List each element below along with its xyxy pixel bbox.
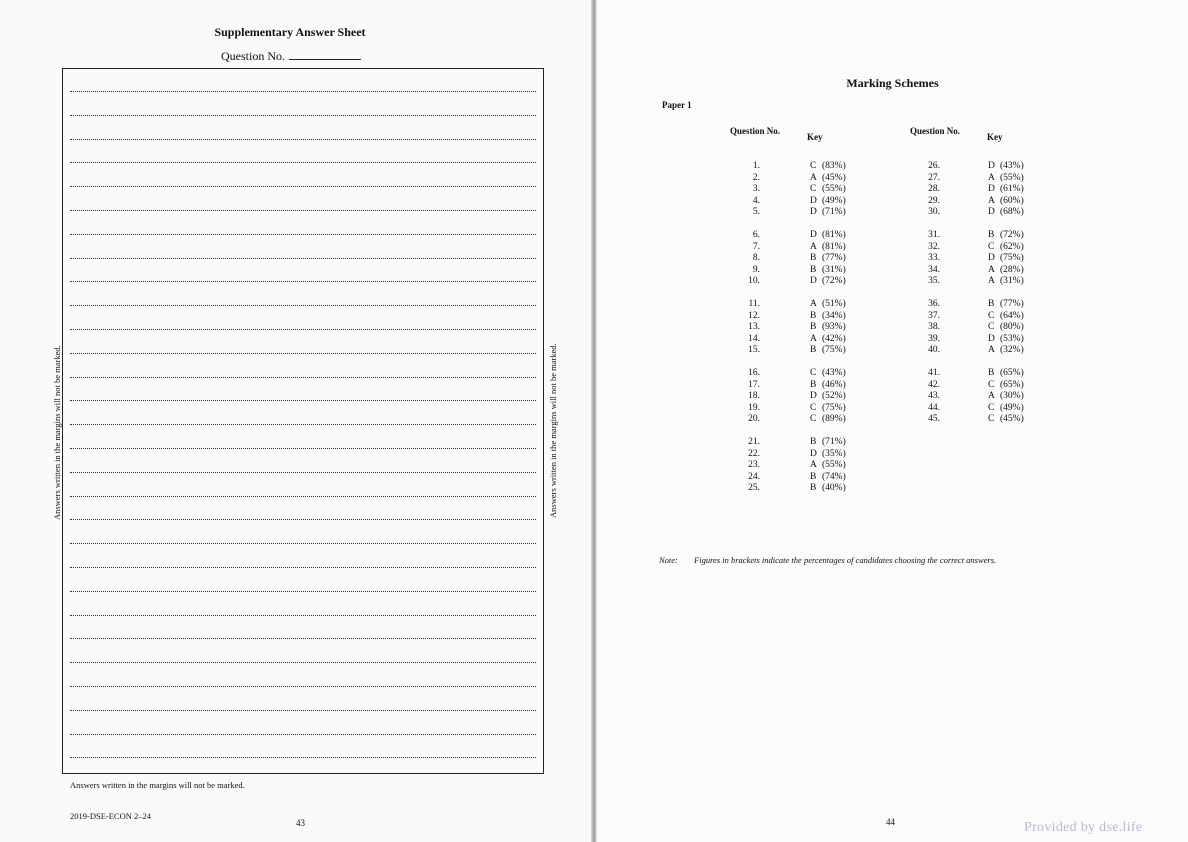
ruled-line [70, 472, 536, 473]
right-answer-key: D [988, 333, 995, 344]
left-question-number: 25. [748, 483, 760, 493]
right-question-number: 31. [928, 230, 940, 240]
left-answer-percentage: (93%) [822, 322, 846, 332]
left-answer-percentage: (46%) [822, 379, 846, 390]
right-answer-key: B [988, 368, 995, 378]
right-margin-warning: Answers written in the margins will not be marked. [548, 343, 558, 518]
right-answer-percentage: (65%) [1000, 368, 1024, 378]
left-answer-key: D [810, 448, 817, 459]
answer-box [62, 68, 544, 774]
right-answer-percentage: (72%) [1000, 230, 1024, 240]
left-question-number: 13. [748, 322, 760, 332]
left-question-number: 23. [748, 460, 760, 470]
left-question-number: 16. [748, 368, 760, 378]
left-answer-percentage: (49%) [822, 195, 846, 206]
right-question-number: 45. [928, 414, 940, 424]
right-answer-percentage: (45%) [1000, 414, 1024, 424]
note-text: Figures in brackets indicate the percentages of candidates choosing the correct answers. [694, 555, 997, 565]
left-question-number: 9. [752, 264, 760, 275]
left-answer-percentage: (74%) [822, 471, 846, 482]
question-number-label [221, 49, 361, 64]
left-answer-key: A [810, 172, 817, 183]
left-answer-key: B [810, 379, 817, 390]
right-question-number: 44. [928, 402, 940, 413]
right-answer-percentage: (75%) [1000, 253, 1024, 263]
page-number-left: 43 [296, 818, 305, 828]
left-answer-key: C [810, 402, 817, 413]
left-question-number: 6. [752, 230, 760, 240]
ruled-line [70, 162, 536, 163]
left-answer-key: B [810, 310, 817, 321]
right-answer-percentage: (28%) [1000, 264, 1024, 275]
page-number-right: 44 [886, 817, 895, 827]
right-answer-percentage: (60%) [1000, 195, 1024, 206]
right-answer-key: C [988, 414, 995, 424]
left-answer-percentage: (89%) [822, 414, 846, 424]
ruled-line [70, 329, 536, 330]
right-answer-percentage: (53%) [1000, 333, 1024, 344]
left-answer-key: D [810, 230, 817, 240]
left-answer-key: B [810, 483, 817, 493]
left-answer-percentage: (45%) [822, 172, 846, 183]
left-answer-key: B [810, 253, 817, 263]
left-answer-percentage: (40%) [822, 483, 846, 493]
left-answer-percentage: (81%) [822, 241, 846, 252]
ruled-line [70, 258, 536, 259]
right-answer-key: B [988, 299, 995, 309]
ruled-line [70, 305, 536, 306]
question-number-blank [289, 50, 361, 60]
right-answer-percentage: (77%) [1000, 299, 1024, 309]
left-question-number: 3. [752, 184, 760, 194]
right-answer-percentage: (55%) [1000, 172, 1024, 183]
left-question-number: 18. [748, 391, 760, 401]
left-answer-percentage: (34%) [822, 310, 846, 321]
left-question-number: 11. [748, 299, 760, 309]
right-answer-key: B [988, 230, 995, 240]
left-answer-percentage: (55%) [822, 460, 846, 470]
ruled-line [70, 139, 536, 140]
right-question-number: 39. [928, 333, 940, 344]
ruled-line [70, 496, 536, 497]
right-question-number: 29. [928, 195, 940, 206]
right-question-number: 35. [928, 276, 940, 286]
right-answer-key: C [988, 322, 995, 332]
right-question-number: 30. [928, 207, 940, 217]
ruled-line [70, 567, 536, 568]
left-question-number: 2. [752, 172, 760, 183]
left-answer-key: C [810, 368, 817, 378]
left-answer-key: B [810, 345, 817, 355]
left-answer-percentage: (52%) [822, 391, 846, 401]
right-answer-key: C [988, 310, 995, 321]
left-question-number: 4. [752, 195, 760, 206]
right-question-number: 41. [928, 368, 940, 378]
ruled-line [70, 543, 536, 544]
left-answer-key: B [810, 264, 817, 275]
right-answer-key: C [988, 402, 995, 413]
column-header-key-right: Key [987, 132, 1003, 142]
ruled-line [70, 400, 536, 401]
ruled-line [70, 757, 536, 758]
right-answer-key: D [988, 207, 995, 217]
right-question-number: 36. [928, 299, 940, 309]
right-answer-key: A [988, 264, 995, 275]
right-question-number: 26. [928, 161, 940, 171]
left-question-number: 19. [748, 402, 760, 413]
left-question-number: 15. [748, 345, 760, 355]
right-answer-percentage: (49%) [1000, 402, 1024, 413]
ruled-line [70, 591, 536, 592]
right-answer-percentage: (64%) [1000, 310, 1024, 321]
left-answer-key: C [810, 414, 817, 424]
left-answer-key: D [810, 207, 817, 217]
note-label: Note: [659, 555, 678, 565]
ruled-line [70, 519, 536, 520]
ruled-line [70, 662, 536, 663]
left-answer-percentage: (71%) [822, 207, 846, 217]
ruled-line [70, 615, 536, 616]
left-answer-percentage: (55%) [822, 184, 846, 194]
left-page-supplementary-sheet [0, 0, 593, 842]
left-answer-percentage: (81%) [822, 230, 846, 240]
footnote [659, 555, 996, 565]
right-question-number: 28. [928, 184, 940, 194]
right-answer-key: A [988, 391, 995, 401]
right-answer-key: C [988, 379, 995, 390]
ruled-line [70, 448, 536, 449]
left-question-number: 12. [748, 310, 760, 321]
left-answer-percentage: (75%) [822, 345, 846, 355]
right-answer-percentage: (61%) [1000, 184, 1024, 194]
left-question-number: 8. [752, 253, 760, 263]
right-answer-key: D [988, 184, 995, 194]
left-answer-key: B [810, 322, 817, 332]
right-answer-key: D [988, 161, 995, 171]
left-question-number: 7. [752, 241, 760, 252]
right-question-number: 32. [928, 241, 940, 252]
left-question-number: 20. [748, 414, 760, 424]
right-answer-percentage: (68%) [1000, 207, 1024, 217]
left-answer-key: B [810, 471, 817, 482]
left-answer-percentage: (51%) [822, 299, 846, 309]
left-answer-percentage: (43%) [822, 368, 846, 378]
footer-code: 2019-DSE-ECON 2–24 [70, 811, 151, 821]
left-answer-percentage: (77%) [822, 253, 846, 263]
right-question-number: 33. [928, 253, 940, 263]
left-question-number: 14. [748, 333, 760, 344]
marking-schemes-title: Marking Schemes [846, 76, 939, 90]
left-answer-key: D [810, 195, 817, 206]
right-answer-percentage: (31%) [1000, 276, 1024, 286]
left-margin-warning: Answers written in the margins will not be marked. [52, 345, 62, 520]
right-question-number: 38. [928, 322, 940, 332]
ruled-line [70, 234, 536, 235]
left-answer-percentage: (42%) [822, 333, 846, 344]
right-answer-percentage: (32%) [1000, 345, 1024, 355]
right-answer-key: A [988, 345, 995, 355]
question-label-text: Question No. [221, 49, 285, 63]
right-answer-percentage: (43%) [1000, 161, 1024, 171]
right-page-marking-schemes [597, 0, 1188, 842]
left-answer-percentage: (71%) [822, 437, 846, 447]
column-header-question-right: Question No. [909, 126, 960, 136]
right-answer-percentage: (65%) [1000, 379, 1024, 390]
right-question-number: 37. [928, 310, 940, 321]
bottom-margin-warning: Answers written in the margins will not be marked. [70, 780, 245, 790]
ruled-line [70, 210, 536, 211]
left-answer-percentage: (72%) [822, 276, 846, 286]
left-question-number: 17. [748, 379, 760, 390]
sheet-title: Supplementary Answer Sheet [214, 25, 366, 39]
left-answer-key: B [810, 437, 817, 447]
paper-label: Paper 1 [662, 100, 692, 110]
ruled-line [70, 710, 536, 711]
ruled-line [70, 377, 536, 378]
right-answer-key: A [988, 195, 995, 206]
left-question-number: 24. [748, 471, 760, 482]
ruled-line [70, 115, 536, 116]
right-answer-key: D [988, 253, 995, 263]
left-answer-key: A [810, 460, 817, 470]
ruled-line [70, 281, 536, 282]
ruled-line [70, 91, 536, 92]
right-question-number: 42. [928, 379, 940, 390]
left-question-number: 10. [748, 276, 760, 286]
left-question-number: 1. [752, 161, 760, 171]
right-answer-key: A [988, 276, 995, 286]
watermark: Provided by dse.life [1024, 820, 1143, 835]
ruled-line [70, 353, 536, 354]
left-answer-percentage: (75%) [822, 402, 846, 413]
left-answer-key: A [810, 241, 817, 252]
right-answer-key: A [988, 172, 995, 183]
ruled-line [70, 686, 536, 687]
left-question-number: 22. [748, 448, 760, 459]
left-answer-key: A [810, 333, 817, 344]
right-answer-key: C [988, 241, 995, 252]
column-header-question-left: Question No. [729, 126, 780, 136]
left-answer-percentage: (83%) [822, 161, 846, 171]
left-answer-percentage: (35%) [822, 448, 846, 459]
left-answer-key: D [810, 276, 817, 286]
left-answer-key: C [810, 161, 817, 171]
left-answer-key: D [810, 391, 817, 401]
right-question-number: 43. [928, 391, 940, 401]
right-answer-percentage: (80%) [1000, 322, 1024, 332]
ruled-line [70, 638, 536, 639]
left-answer-key: C [810, 184, 817, 194]
column-header-key-left: Key [807, 132, 823, 142]
right-answer-percentage: (62%) [1000, 241, 1024, 252]
right-question-number: 34. [928, 264, 940, 275]
right-question-number: 40. [928, 345, 940, 355]
ruled-line [70, 424, 536, 425]
left-question-number: 5. [752, 207, 760, 217]
ruled-line [70, 186, 536, 187]
right-question-number: 27. [928, 172, 940, 183]
ruled-line [70, 734, 536, 735]
left-question-number: 21. [748, 437, 760, 447]
left-answer-key: A [810, 299, 817, 309]
left-answer-percentage: (31%) [822, 264, 846, 275]
right-answer-percentage: (30%) [1000, 391, 1024, 401]
